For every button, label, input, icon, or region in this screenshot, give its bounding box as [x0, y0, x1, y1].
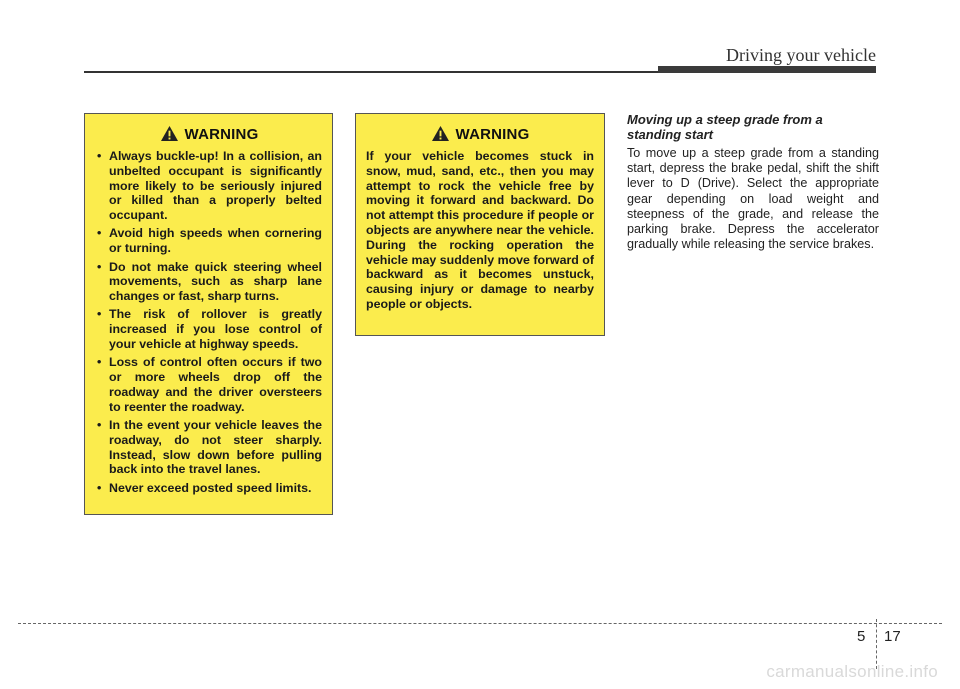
- warning-heading: [366, 126, 594, 143]
- warning-list-item: • Avoid high speeds when cornering or turning.: [96, 226, 322, 256]
- warning-triangle-icon: [160, 125, 179, 142]
- warning-list-item: • Loss of control often occurs if two or more wheels drop off the roadway and the driver oversteers to reenter the roadway.: [96, 355, 322, 414]
- warning-list-item: • Never exceed posted speed limits.: [96, 481, 322, 496]
- warning-box-seatbelt: [84, 113, 333, 515]
- section-body: To move up a steep grade from a standing start, depress the brake pedal, shift the shift lever to D (Drive). Select the appropriate gear depending on load weight and steepness of the grade, and release the parking brake. Depress the accelerator gradually while releasing the service brakes.: [627, 146, 879, 252]
- warning-triangle-icon: [431, 125, 450, 142]
- warning-box-stuck-vehicle: [355, 113, 605, 336]
- header-rule-thin: [84, 71, 660, 73]
- warning-list-item: • Do not make quick steering wheel movements, such as sharp lane changes or fast, sharp turns.: [96, 260, 322, 304]
- warning-heading: [96, 126, 322, 143]
- warning-list: [96, 149, 322, 496]
- page-header-title: Driving your vehicle: [726, 45, 876, 65]
- warning-list-item: • In the event your vehicle leaves the roadway, do not steer sharply. Instead, slow down before pulling back into the travel lanes.: [96, 418, 322, 477]
- section-title: Moving up a steep grade from a standing start: [627, 112, 823, 142]
- warning-list-item: • Always buckle-up! In a collision, an unbelted occupant is significantly more likely to be seriously injured or killed than a properly belted occupant.: [96, 149, 322, 223]
- warning-heading-text: WARNING: [455, 126, 530, 143]
- page-number: 17: [884, 628, 901, 645]
- section-number: 5: [857, 628, 866, 645]
- warning-list-item: • The risk of rollover is greatly increased if you lose control of your vehicle at highway speeds.: [96, 307, 322, 351]
- header-rule-thick: [658, 66, 876, 73]
- footer-rule: [18, 623, 942, 624]
- warning-heading-text: WARNING: [184, 126, 259, 143]
- watermark: carmanualsonline.info: [766, 662, 938, 681]
- warning-paragraph: If your vehicle becomes stuck in snow, mud, sand, etc., then you may attempt to rock the vehicle free by moving it forward and backward. Do not attempt this procedure if people or objects are anywhere near the vehicle. During the rocking operation the vehicle may suddenly move forward of backward as it becomes unstuck, causing injury or damage to nearby people or objects.: [366, 149, 594, 311]
